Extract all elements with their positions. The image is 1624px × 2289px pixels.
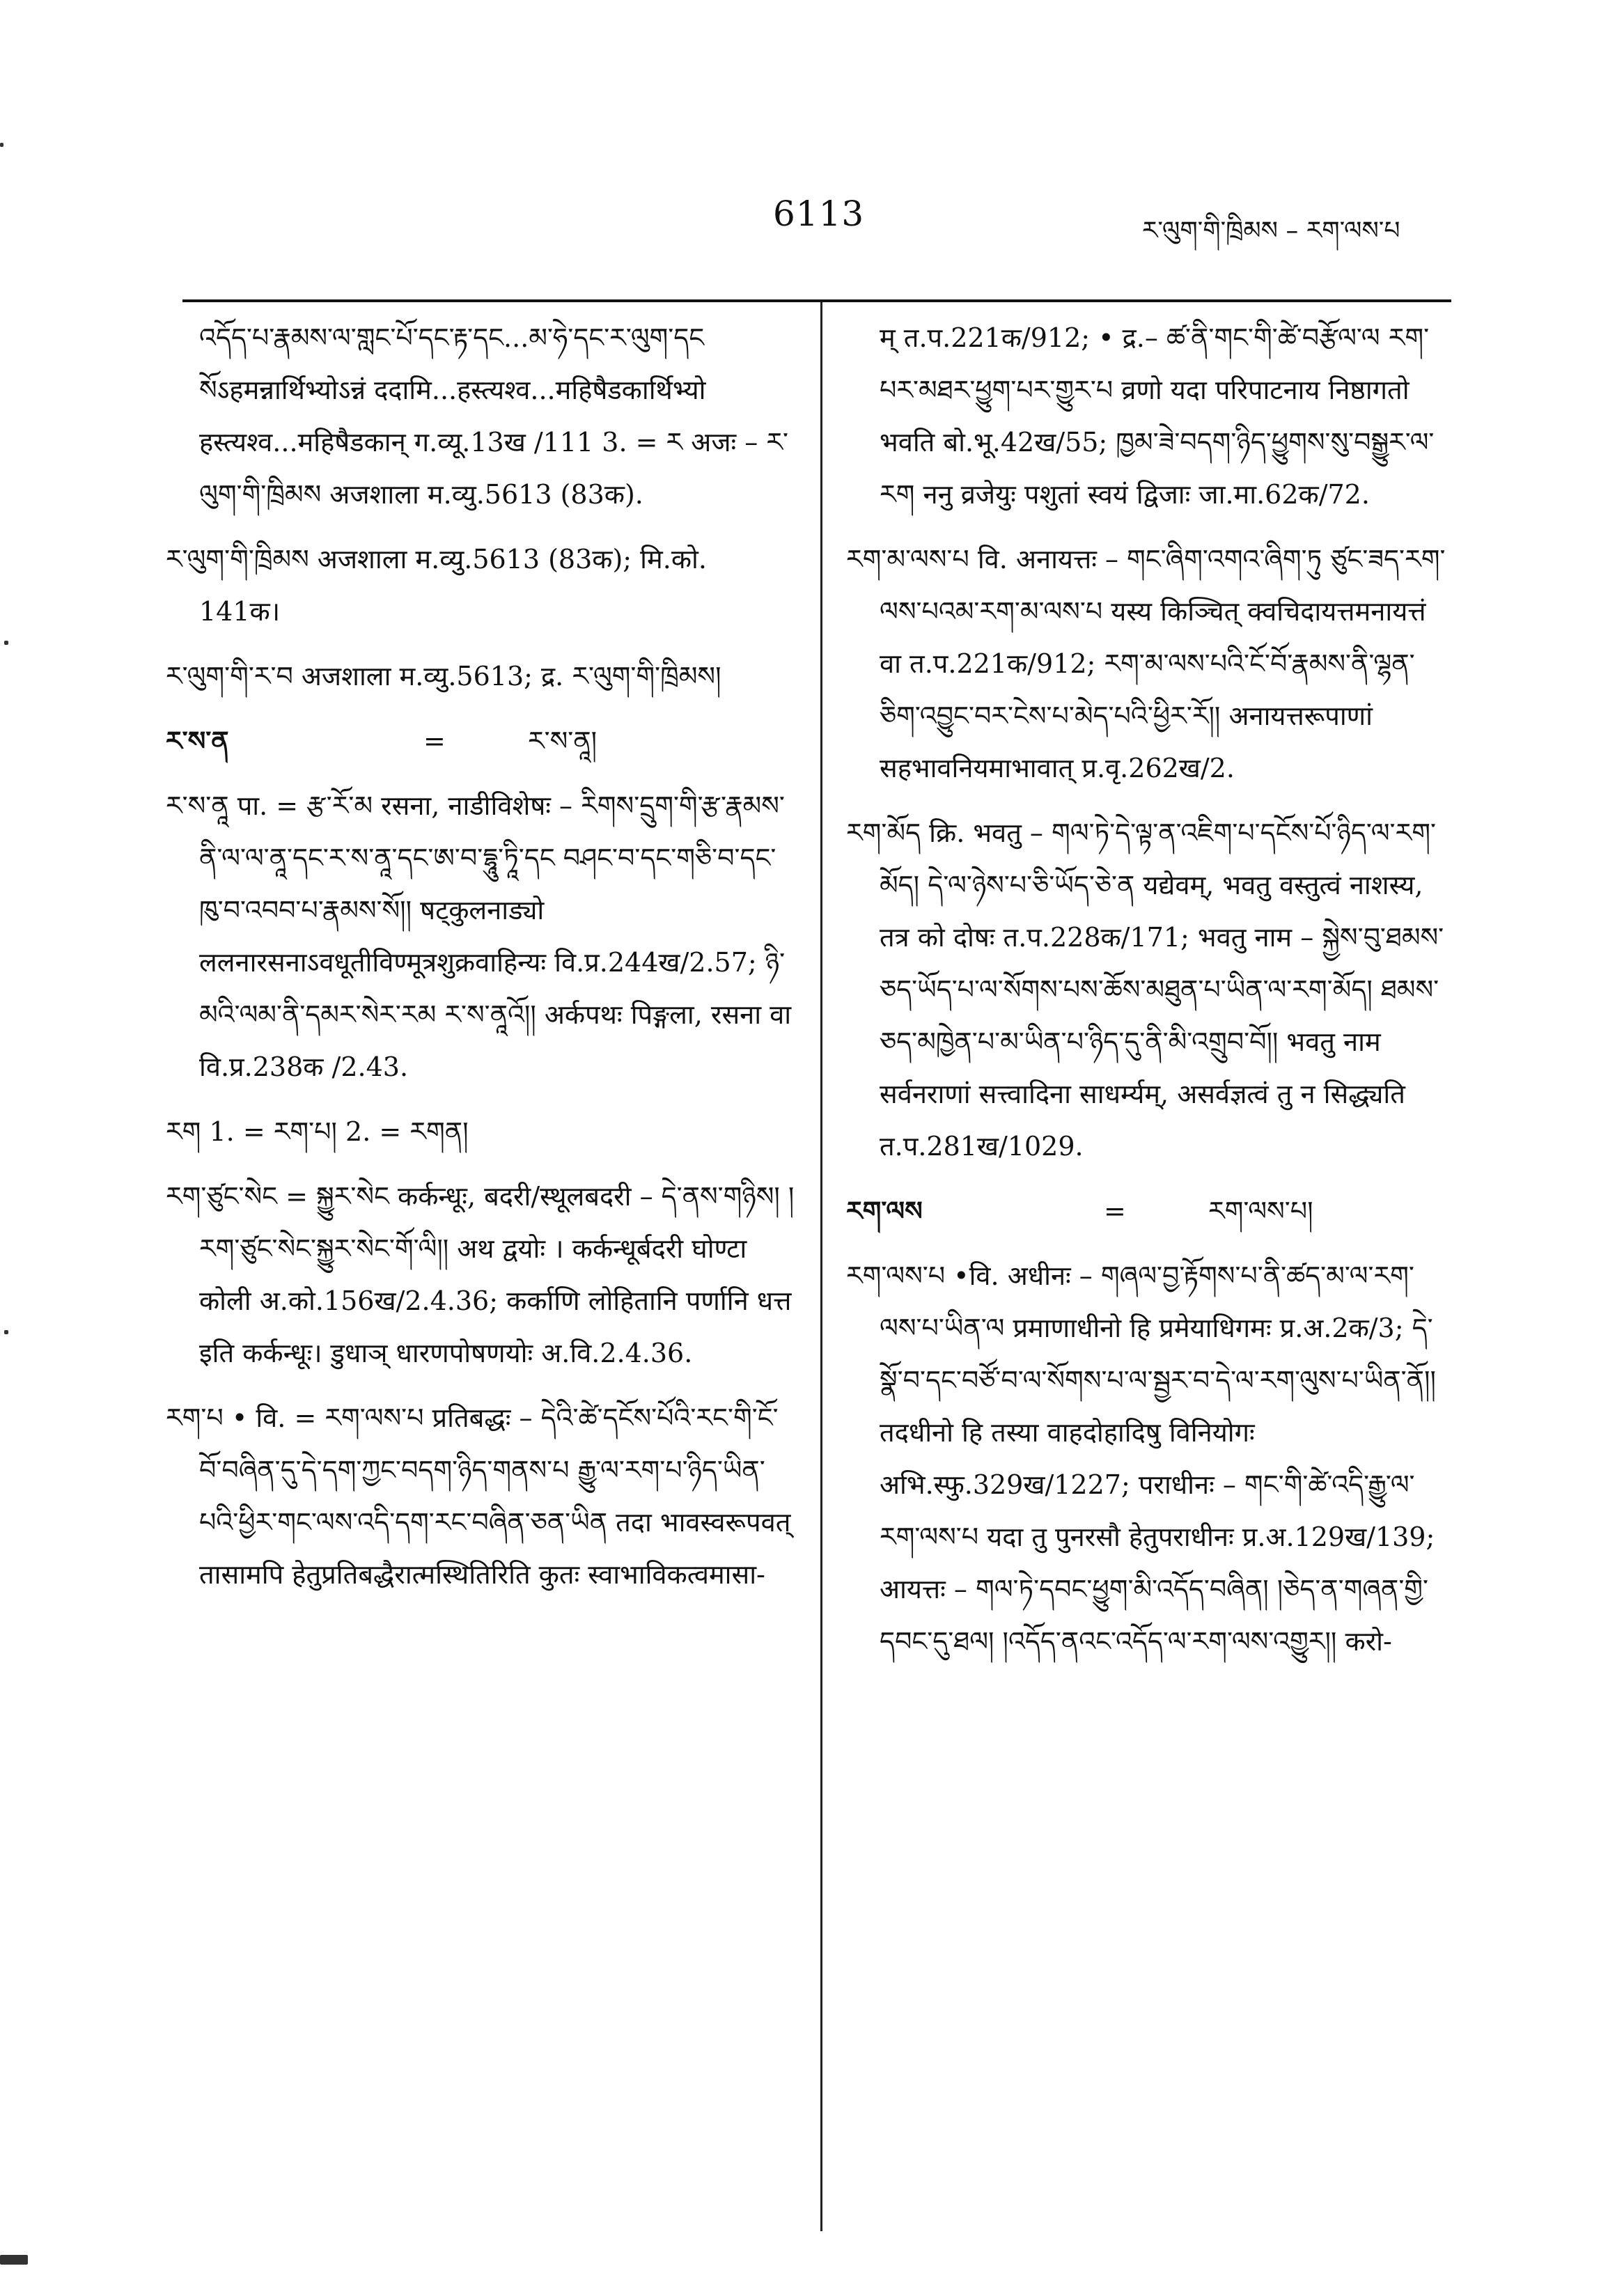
entry-rag: རག 1. = རག་པ། 2. = རགན། bbox=[166, 1116, 469, 1147]
entry-rag-pa: རག་པ • वि. = རག་ལས་པ प्रतिबद्धः – དེའི་ཚེ་དངོས་པོའི་རང་གི་ངོ་བོ་བཞིན་དུ་དེ་དག་ཀྱང་བདག་ཉིད་གནས་པ རྒྱུ་ལ་རག་པ་ཉིད་ཡིན་པའི་ཕྱིར་གང་ལས་འདི་དག་རང་བཞིན་ཅན་ཡིན तदा भावस्वरूपवत् तासामपि हेतुप्रतिबद्धैरात्मस्थितिरिति कुतः स्वाभाविकत्वमासा- bbox=[166, 1403, 791, 1590]
xref-target: རག་ལས་པ། bbox=[1208, 1196, 1313, 1226]
xref-equals: = bbox=[423, 726, 446, 756]
scan-speck bbox=[4, 1330, 8, 1334]
xref-equals: = bbox=[1104, 1196, 1126, 1226]
entry-continuation: འདོད་པ་རྣམས་ལ་གླང་པོ་དང་རྟ་དང...མ་ཧེ་དང་ར་ལུག་དང སོऽहमन्नार्थिभ्योऽन्नं ददामि...हस्त्यश्व...महिषैडकार्थिभ्यो हस्त्यश्व...महिषैडकान् ग.व्यू.13ख /111 3. = ར अजः – ར་ལུག་གི་ཁྲིམས अजशाला म.व्यु.5613 (83क). bbox=[199, 322, 789, 510]
left-column bbox=[166, 312, 796, 1614]
entry-ra-lug-gi-ra-ba: ར་ལུག་གི་ར་བ अजशाला म.व्यु.5613; द्र. ར་ལུག་གི་ཁྲིམས། bbox=[166, 661, 721, 692]
entry-rag-tsung-seng: རག་ཙུང་སེང = སྐྱུར་སེང कर्कन्धूः, बदरी/स्थूलबदरी – དེ་ནས་གཉིས། །རག་ཙུང་སེང་སྐྱུར་སེང་གོ་ལི།། अथ द्वयोः । कर्कन्धूर्बदरी घोण्टा कोली अ.को.156ख/2.4.36; कर्काणि लोहितानि पर्णानि धत्त इति कर्कन्धूः। डुधाञ् धारणपोषणयोः अ.वि.2.4.36. bbox=[166, 1181, 795, 1368]
xref-rag-las bbox=[846, 1185, 1451, 1237]
right-column bbox=[846, 312, 1451, 1680]
entry-rag-las-pa: རག་ལས་པ •वि. अधीनः – གཞལ་བྱ་རྟོགས་པ་ནི་ཚད་མ་ལ་རག་ལས་པ་ཡིན་ལ प्रमाणाधीनो हि प्रमेयाधिगमः प्र.अ.2क/3; དེ་སྣོ་བ་དང་བཙོ་བ་ལ་སོགས་པ་ལ་སྦྱར་བ་དེ་ལ་རག་ལུས་པ་ཡིན་ནོ།། तदधीनो हि तस्या वाहदोहादिषु विनियोगः अभि.स्फु.329ख/1227; पराधीनः – གང་གི་ཚེ་འདི་རྒྱུ་ལ་རག་ལས་པ यदा तु पुनरसौ हेतुपराधीनः प्र.अ.129ख/139; आयत्तः – གལ་ཏེ་དབང་ཕྱུག་མི་འདོད་བཞིན། །ཅེད་ན་གཞན་གྱི་དབང་དུ་ཐལ། །འདོད་ནའང་འདོད་ལ་རག་ལས་འགྱུར།། करो- bbox=[846, 1260, 1436, 1657]
header-rule bbox=[182, 299, 1451, 302]
page-number: 6113 bbox=[773, 194, 865, 234]
xref-headword: ར་ས་ན bbox=[166, 726, 229, 756]
entry-ra-sa-na-long: ར་ས་ནཱ पा. = རྩ་རོ་མ रसना, नाडीविशेषः – རིགས་དྲུག་གི་རྩ་རྣམས་ནི་ལ་ལ་ནཱ་དང་ར་ས་ནཱ་དང་ཨ་བ་དྷཱུ་ཏཱི་དང བཤང་བ་དང་གཅི་བ་དང་ཁུ་བ་འབབ་པ་རྣམས་སོ།། षट्कुलनाड्यो ललनारसनाऽवधूतीविण्मूत्रशुक्रवाहिन्यः वि.प्र.244ख/2.57; ཉི་མའི་ལམ་ནི་དམར་སེར་རམ ར་ས་ནཱའོ།། अर्कपथः पिङ्गला, रसना वा वि.प्र.238क /2.43. bbox=[166, 790, 792, 1082]
xref-ra-sa-na bbox=[166, 715, 796, 767]
entry-rag-ma-las-pa: རག་མ་ལས་པ वि. अनायत्तः – གང་ཞིག་འགའ་ཞིག་ཏུ ཙུང་ཟད་རག་ལས་པའམ་རག་མ་ལས་པ यस्य किञ्चित् क्वचिदायत्तमनायत्तं वा त.प.221क/912; རག་མ་ལས་པའི་ངོ་བོ་རྣམས་ནི་ལྷན་ཅིག་འབྱུང་བར་ངེས་པ་མེད་པའི་ཕྱིར་རོ།། अनायत्तरूपाणां सहभावनियमाभावात् प्र.वृ.262ख/2. bbox=[846, 544, 1446, 783]
xref-headword: རག་ལས bbox=[846, 1196, 923, 1226]
scan-speck bbox=[0, 143, 3, 147]
running-head: ར་ལུག་གི་ཁྲིམས – རག་ལས་པ bbox=[1142, 217, 1400, 245]
scan-speck bbox=[0, 2255, 28, 2265]
entry-continuation: म् त.प.221क/912; • द्र.– ཚ་ནི་གང་གི་ཚེ་བརྩོལ་ལ རག་པར་མཐར་ཕྱུག་པར་གྱུར་པ व्रणो यदा परिपाटनाय निष्ठागतो भवति बो.भू.42ख/55; ཁྱམ་ཟེ་བདག་ཉིད་ཕྱུགས་སུ་བསྒྱུར་ལ་རག ननु व्रजेयुः पशुतां स्वयं द्विजाः जा.मा.62क/72. bbox=[880, 322, 1435, 510]
xref-target: ར་ས་ནཱ། bbox=[528, 726, 598, 756]
column-divider bbox=[820, 302, 822, 2231]
scan-speck bbox=[4, 641, 8, 645]
entry-ra-lug-gi-khrims: ར་ལུག་གི་ཁྲིམས अजशाला म.व्यु.5613 (83क); मि.को. 141क। bbox=[166, 544, 707, 627]
entry-rag-mod: རག་མོད क्रि. भवतु – གལ་ཏེ་དེ་ལྟ་ན་འཇིག་པ་དངོས་པོ་ཉིད་ལ་རག་མོད། དེ་ལ་ཉེས་པ་ཅི་ཡོད་ཅེ་ན यद्येवम्, भवतु वस्तुत्वं नाशस्य, तत्र को दोषः त.प.228क/171; भवतु नाम – སྐྱེས་བུ་ཐམས་ཅད་ཡོད་པ་ལ་སོགས་པས་ཆོས་མཐུན་པ་ཡིན་ལ་རག་མོད། ཐམས་ཅད་མཁྱེན་པ་མ་ཡིན་པ་ཉིད་དུ་ནི་མི་འགྲུབ་བོ།། भवतु नाम सर्वनराणां सत्त्वादिना साधर्म्यम्, असर्वज्ञत्वं तु न सिद्ध्यति त.प.281ख/1029. bbox=[846, 818, 1444, 1162]
